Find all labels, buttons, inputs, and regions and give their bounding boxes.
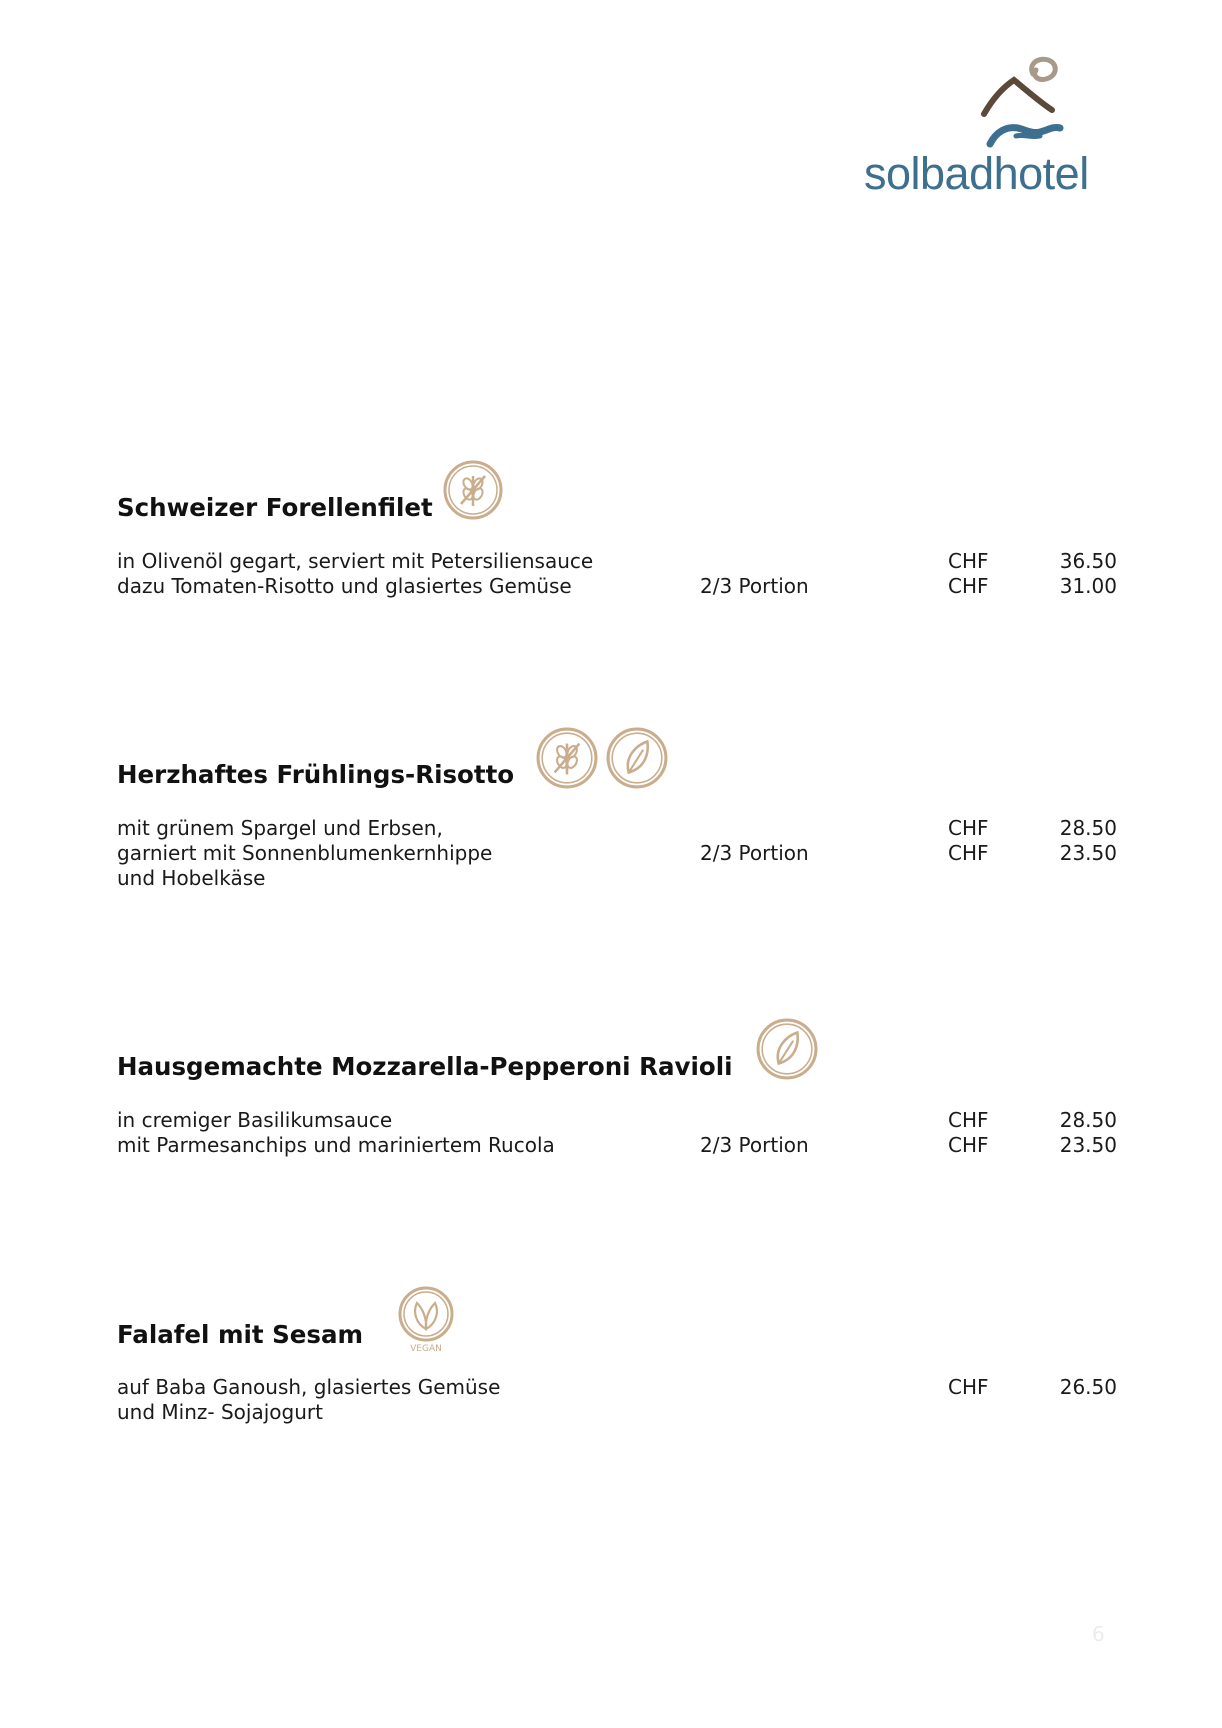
dish-badges: [536, 727, 668, 789]
dish-description: und Hobelkäse: [117, 866, 266, 890]
dish-description: garniert mit Sonnenblumenkernhippe: [117, 841, 493, 865]
dish-line: [117, 1374, 1117, 1400]
price: 31.00: [1059, 574, 1117, 598]
dish-description: und Minz- Sojajogurt: [117, 1400, 323, 1424]
dish-description: mit Parmesanchips und mariniertem Rucola: [117, 1133, 555, 1157]
dish-title: Herzhaftes Frühlings-Risotto: [117, 760, 515, 789]
gluten-free-icon: [443, 460, 503, 520]
page-number: 6: [1092, 1622, 1105, 1646]
dish-line: [117, 1107, 1117, 1133]
dish-description: in Olivenöl gegart, serviert mit Petersiliensauce: [117, 549, 594, 573]
portion-label: 2/3 Portion: [700, 1133, 809, 1157]
currency: CHF: [948, 1375, 989, 1399]
dish-badges: [397, 1285, 455, 1353]
gluten-free-icon: [536, 727, 598, 789]
vegetarian-icon: [606, 727, 668, 789]
dish-line: [117, 1399, 1117, 1425]
price: 28.50: [1059, 816, 1117, 840]
currency: CHF: [948, 816, 989, 840]
mountain-sun-logo-icon: [930, 52, 1070, 152]
dish-description: dazu Tomaten-Risotto und glasiertes Gemüse: [117, 574, 572, 598]
dish-line: [117, 865, 1117, 891]
currency: CHF: [948, 841, 989, 865]
currency: CHF: [948, 1133, 989, 1157]
portion-label: 2/3 Portion: [700, 574, 809, 598]
logo-wordmark: solbadhotel: [864, 148, 1089, 199]
price: 23.50: [1059, 841, 1117, 865]
currency: CHF: [948, 1108, 989, 1132]
currency: CHF: [948, 549, 989, 573]
price: 36.50: [1059, 549, 1117, 573]
dish-line: [117, 573, 1117, 599]
dish-title: Falafel mit Sesam: [117, 1320, 364, 1349]
price: 28.50: [1059, 1108, 1117, 1132]
dish-badges: [443, 460, 503, 520]
dish-line: [117, 840, 1117, 866]
vegetarian-icon: [756, 1018, 818, 1080]
dish-title: Hausgemachte Mozzarella-Pepperoni Ravioli: [117, 1052, 733, 1081]
dish-description: in cremiger Basilikumsauce: [117, 1108, 393, 1132]
dish-line: [117, 548, 1117, 574]
dish-line: [117, 1132, 1117, 1158]
vegan-icon: [397, 1285, 455, 1353]
hotel-logo: [860, 52, 1120, 202]
price: 26.50: [1059, 1375, 1117, 1399]
dish-title: Schweizer Forellenfilet: [117, 493, 433, 522]
portion-label: 2/3 Portion: [700, 841, 809, 865]
currency: CHF: [948, 574, 989, 598]
dish-description: auf Baba Ganoush, glasiertes Gemüse: [117, 1375, 501, 1399]
dish-line: [117, 815, 1117, 841]
dish-description: mit grünem Spargel und Erbsen,: [117, 816, 443, 840]
vegan-label: VEGAN: [410, 1344, 442, 1353]
dish-badges: [756, 1018, 818, 1080]
price: 23.50: [1059, 1133, 1117, 1157]
